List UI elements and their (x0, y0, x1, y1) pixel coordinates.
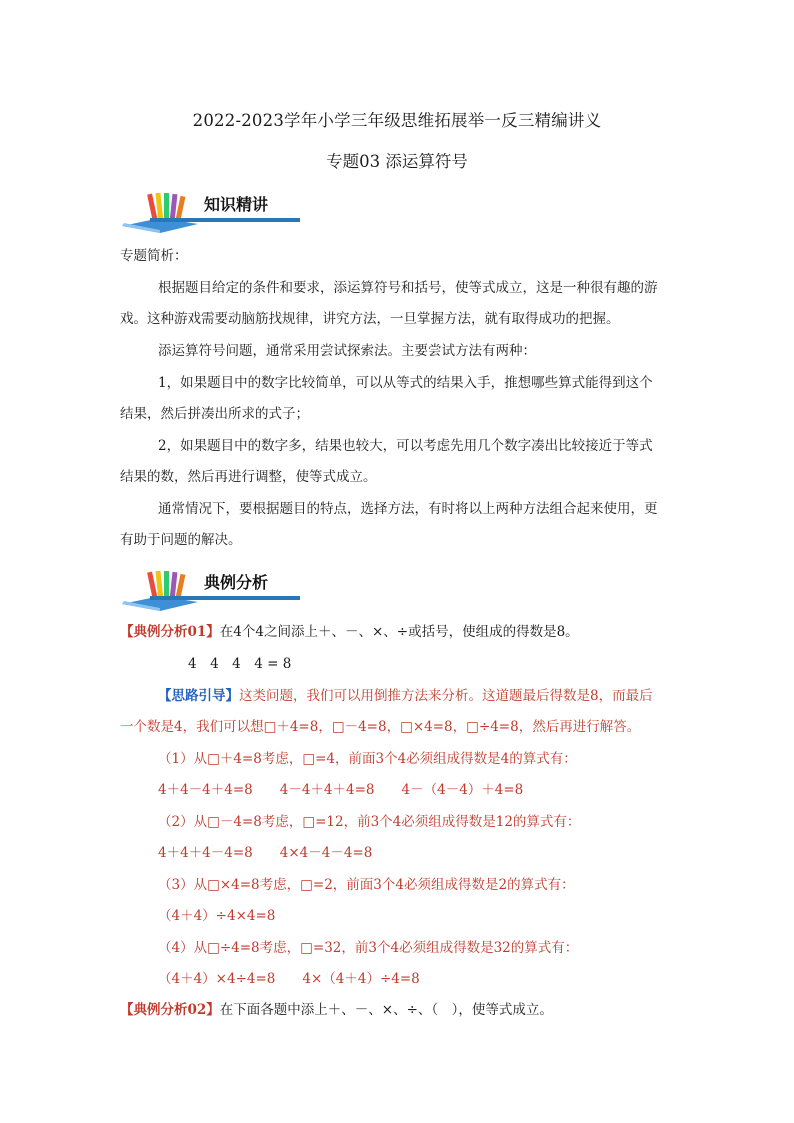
case-answer: （4＋4）×4÷4=8 4×（4＋4）÷4=8 (158, 971, 420, 987)
case-line: （2）从□－4=8考虑，□=12，前3个4必须组成得数是12的算式有： (158, 814, 581, 830)
section-heading-examples: 典例分析 (204, 573, 269, 592)
case-line: （3）从□×4=8考虑，□=2，前面3个4必须组成得数是2的算式有： (158, 877, 575, 893)
example-tag: 【典例分析02】 (120, 1002, 220, 1018)
paragraph-line: 1，如果题目中的数字比较简单，可以从等式的结果入手，推想哪些算式能得到这个 (158, 375, 653, 391)
paragraph-line: 通常情况下，要根据题目的特点，选择方法，有时将以上两种方法组合起来使用，更 (158, 501, 658, 517)
example-text: 在下面各题中添上＋、－、×、÷、（ ），使等式成立。 (219, 1002, 553, 1018)
example-1 (120, 622, 579, 642)
case-line: （1）从□＋4=8考虑，□=4，前面3个4必须组成得数是4的算式有： (158, 751, 577, 767)
paragraph-line: 结果的数，然后再进行调整，使等式成立。 (120, 469, 377, 485)
case-line: （4）从□÷4=8考虑，□=32，前3个4必须组成得数是32的算式有： (158, 940, 579, 956)
example-text: 在4个4之间添上＋、－、×、÷或括号，使组成的得数是8。 (219, 624, 579, 640)
document-subtitle: 专题03 添运算符号 (326, 152, 468, 171)
example-equation: 4 4 4 4 = 8 (188, 656, 292, 672)
hint-text: 这类问题，我们可以用倒推方法来分析。这道题最后得数是8，而最后 (239, 688, 653, 704)
banner-underline (150, 218, 300, 222)
case-answer: 4＋4＋4－4=8 4×4－4－4=8 (158, 845, 373, 861)
hint-line (158, 686, 653, 706)
books-icon (120, 188, 200, 234)
example-2 (120, 1000, 553, 1020)
example-tag: 【典例分析01】 (120, 624, 220, 640)
paragraph-line: 结果，然后拼凑出所求的式子； (120, 406, 309, 422)
section-heading-knowledge: 知识精讲 (204, 195, 269, 214)
paragraph-line: 2，如果题目中的数字多，结果也较大，可以考虑先用几个数字凑出比较接近于等式 (158, 438, 653, 454)
banner-underline (150, 596, 300, 600)
paragraph-line: 添运算符号问题，通常采用尝试探索法。主要尝试方法有两种： (158, 343, 536, 359)
paragraph-line: 戏。这种游戏需要动脑筋找规律，讲究方法，一旦掌握方法，就有取得成功的把握。 (120, 311, 620, 327)
intro-label: 专题简析： (120, 248, 188, 264)
books-icon (120, 566, 200, 612)
section-banner-knowledge (120, 188, 300, 234)
section-banner-examples (120, 566, 300, 612)
hint-line: 一个数是4，我们可以想□＋4=8，□－4=8，□×4=8，□÷4=8，然后再进行解答。 (120, 719, 641, 735)
case-answer: 4＋4－4＋4=8 4－4＋4＋4=8 4－（4－4）＋4=8 (158, 782, 524, 798)
hint-tag: 【思路引导】 (158, 688, 239, 704)
document-title: 2022-2023学年小学三年级思维拓展举一反三精编讲义 (192, 111, 602, 130)
paragraph-line: 根据题目给定的条件和要求，添运算符号和括号，使等式成立，这是一种很有趣的游 (158, 280, 658, 296)
case-answer: （4＋4）÷4×4=8 (158, 908, 276, 924)
paragraph-line: 有助于问题的解决。 (120, 532, 242, 548)
